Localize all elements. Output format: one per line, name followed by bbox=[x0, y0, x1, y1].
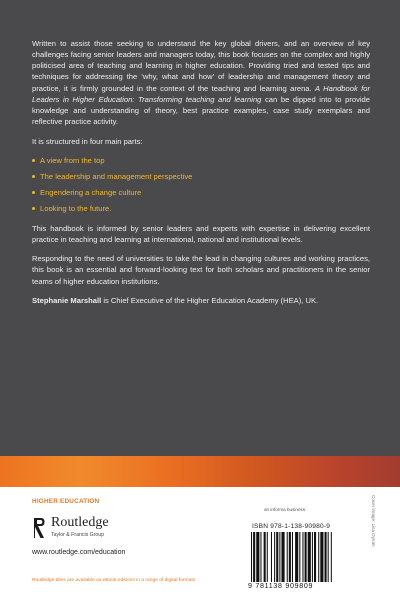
ebook-note: Routledge titles are available as eBook editions in a range of digital formats bbox=[32, 578, 196, 583]
publisher-name: Routledge bbox=[51, 515, 109, 530]
author-name: Stephanie Marshall bbox=[32, 296, 102, 306]
book-title-italic: A Handbook for Leaders in Higher Education: Transforming teaching and learning bbox=[32, 83, 370, 104]
barcode-icon bbox=[248, 532, 360, 582]
part-item: The leadership and management perspective bbox=[32, 171, 370, 182]
isbn-text: ISBN 978-1-138-90980-9 bbox=[252, 523, 331, 530]
author-bio-text: is Chief Executive of the Higher Education Academy (HEA), UK. bbox=[101, 296, 319, 306]
publisher-subtitle: Taylor & Francis Group bbox=[51, 532, 105, 538]
category-label: HIGHER EDUCATION bbox=[32, 498, 100, 505]
blurb-paragraph-1 bbox=[32, 38, 370, 127]
blurb bbox=[32, 38, 370, 306]
part-item: Engendering a change culture bbox=[32, 187, 370, 198]
blurb-text: can be dipped into to provide knowledge and understanding of theory, best practice examples, case study exemplars and reflective practice activity. bbox=[32, 94, 370, 127]
publisher-url: www.routledge.com/education bbox=[32, 549, 126, 556]
blurb-paragraph-3: This handbook is informed by senior leaders and experts with expertise in delivering excellent practice in teaching and learning at international, national and institutional levels. bbox=[32, 223, 370, 244]
blurb-paragraph-4: Responding to the need of universities to take the lead in changing cultures and working practices, this book is an essential and forward-looking text for both scholars and practitioners in the senior teams of higher education institutions. bbox=[32, 254, 370, 286]
cover-credit: Cover image: Lisa Dynan bbox=[371, 495, 376, 547]
part-item: Looking to the future. bbox=[32, 203, 370, 214]
blurb-text: Written to assist those seeking to understand the key global drivers, and an overview of key challenges facing senior leaders and managers today, this book focuses on the complex and highly politicised area of teaching and learning in higher education. Providing tried and tested tips and techniques for addressing the ‘why, what and how’ of leadership and management theory and practice, it is firmly grounded in the context of the teaching and learning arena. bbox=[32, 39, 370, 93]
parts-list bbox=[32, 155, 370, 214]
barcode-digits: 9 781138 909809 bbox=[248, 582, 314, 590]
orange-gradient-band bbox=[0, 456, 400, 487]
blurb-paragraph-2: It is structured in four main parts: bbox=[32, 136, 143, 146]
routledge-logo-icon bbox=[32, 516, 46, 540]
informa-tagline: an informa business bbox=[264, 507, 306, 512]
author-bio bbox=[32, 295, 370, 306]
publisher-footer bbox=[0, 487, 400, 600]
part-item: A view from the top bbox=[32, 155, 370, 166]
